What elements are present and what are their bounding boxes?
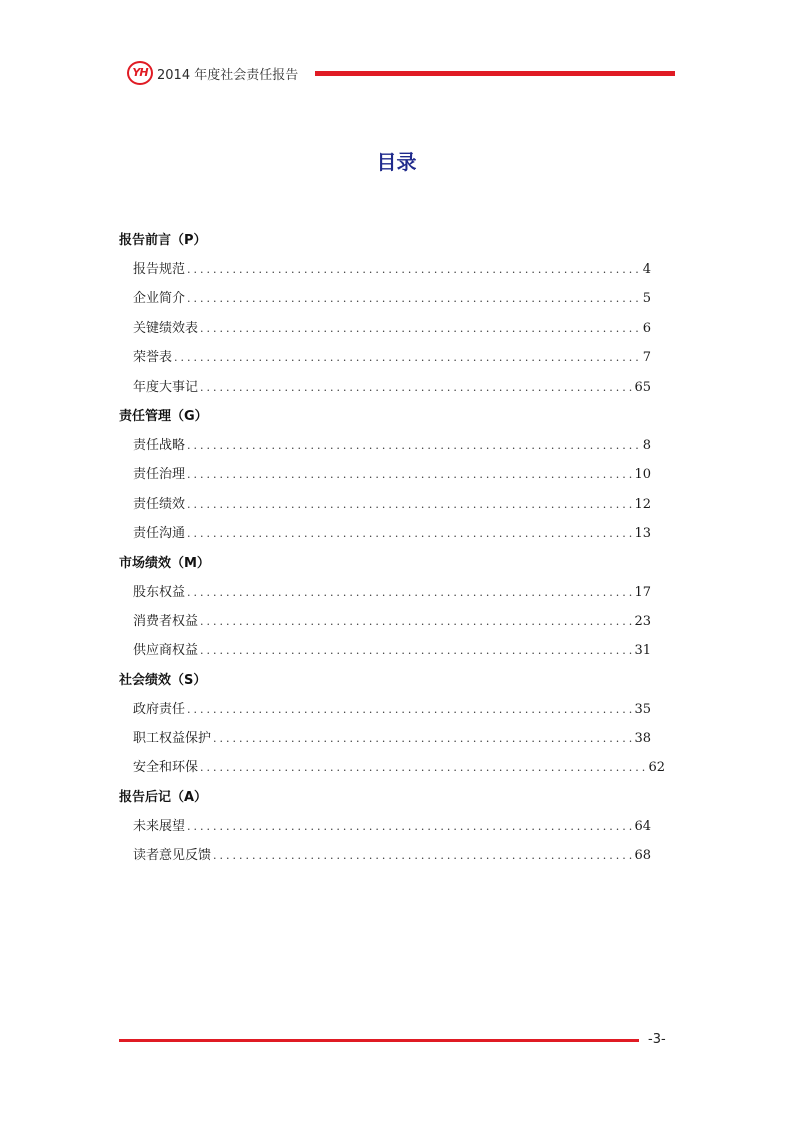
dot-leader — [187, 578, 632, 607]
toc-entry-page: 13 — [634, 526, 651, 542]
toc-entry[interactable] — [119, 753, 679, 782]
dot-leader — [200, 607, 632, 636]
dot-leader — [187, 284, 639, 313]
toc-entry[interactable] — [119, 812, 679, 841]
toc-entry[interactable] — [119, 636, 679, 665]
dot-leader — [187, 695, 632, 724]
toc-section-heading: 社会绩效（S） — [119, 672, 207, 688]
toc-entry-page: 7 — [642, 350, 651, 366]
dot-leader — [174, 343, 639, 372]
toc-entry-page: 12 — [634, 496, 651, 512]
toc-entry[interactable] — [119, 284, 679, 313]
toc-entry[interactable] — [119, 695, 679, 724]
toc-section-heading: 报告前言（P） — [119, 233, 207, 248]
toc-entry-page: 68 — [634, 848, 651, 864]
toc-entry[interactable] — [119, 607, 679, 636]
toc-entry-page: 62 — [648, 760, 665, 776]
toc-entry[interactable] — [119, 373, 679, 402]
toc-section-heading: 责任管理（G） — [119, 408, 208, 424]
header-divider — [315, 71, 675, 76]
toc-entry[interactable] — [119, 490, 679, 519]
toc-entry-page: 23 — [634, 613, 651, 629]
dot-leader — [200, 314, 639, 343]
report-title: 2014 年度社会责任报告 — [157, 68, 299, 83]
toc-entry[interactable] — [119, 255, 679, 284]
toc-entry-label: 未来展望 — [133, 818, 186, 834]
dot-leader — [200, 373, 632, 402]
dot-leader — [200, 753, 646, 782]
dot-leader — [187, 490, 632, 519]
dot-leader — [187, 460, 632, 489]
company-logo: YH — [127, 61, 153, 85]
toc-entry[interactable] — [119, 431, 679, 460]
toc-entry-page: 8 — [642, 437, 651, 453]
toc-entry-label: 荣誉表 — [133, 350, 173, 366]
dot-leader — [213, 841, 632, 870]
toc-entry[interactable] — [119, 519, 679, 548]
toc-entry[interactable] — [119, 724, 679, 753]
page-header — [123, 60, 675, 88]
toc-entry-page: 38 — [634, 731, 651, 747]
toc-entry-label: 责任战略 — [133, 437, 186, 453]
toc-entry-page: 65 — [634, 379, 651, 395]
toc-entry-label: 安全和环保 — [133, 760, 199, 776]
toc-entry-page: 6 — [642, 320, 651, 336]
toc-entry-label: 职工权益保护 — [133, 731, 212, 747]
page-number: -3- — [648, 1032, 666, 1047]
dot-leader — [187, 255, 639, 284]
dot-leader — [187, 431, 639, 460]
toc-entry-page: 35 — [634, 701, 651, 717]
table-of-contents — [119, 226, 679, 871]
toc-entry-page: 10 — [634, 467, 651, 483]
toc-title: 目录 — [376, 150, 417, 174]
toc-entry-label: 企业简介 — [133, 291, 186, 307]
toc-section-heading: 报告后记（A） — [119, 789, 208, 805]
footer-divider — [119, 1039, 639, 1042]
toc-entry-page: 31 — [634, 643, 651, 659]
toc-entry[interactable] — [119, 314, 679, 343]
toc-entry[interactable] — [119, 460, 679, 489]
toc-entry-page: 17 — [634, 584, 651, 600]
dot-leader — [200, 636, 632, 665]
toc-entry-page: 4 — [642, 262, 651, 277]
dot-leader — [213, 724, 632, 753]
toc-entry-label: 消费者权益 — [133, 613, 199, 629]
toc-entry-page: 64 — [634, 818, 651, 834]
toc-entry-label: 读者意见反馈 — [133, 848, 212, 864]
toc-entry-label: 政府责任 — [133, 701, 186, 717]
toc-entry-label: 股东权益 — [133, 584, 186, 600]
toc-entry-label: 责任绩效 — [133, 496, 186, 512]
toc-entry[interactable] — [119, 578, 679, 607]
dot-leader — [187, 519, 632, 548]
dot-leader — [187, 812, 632, 841]
toc-entry-label: 责任沟通 — [133, 526, 186, 542]
toc-entry[interactable] — [119, 841, 679, 870]
toc-entry-page: 5 — [642, 291, 651, 307]
toc-entry-label: 关键绩效表 — [133, 320, 199, 336]
toc-entry-label: 年度大事记 — [133, 379, 199, 395]
toc-entry[interactable] — [119, 343, 679, 372]
toc-entry-label: 供应商权益 — [133, 643, 199, 659]
toc-section-heading: 市场绩效（M） — [119, 555, 210, 571]
toc-entry-label: 责任治理 — [133, 467, 186, 483]
toc-entry-label: 报告规范 — [133, 262, 186, 277]
